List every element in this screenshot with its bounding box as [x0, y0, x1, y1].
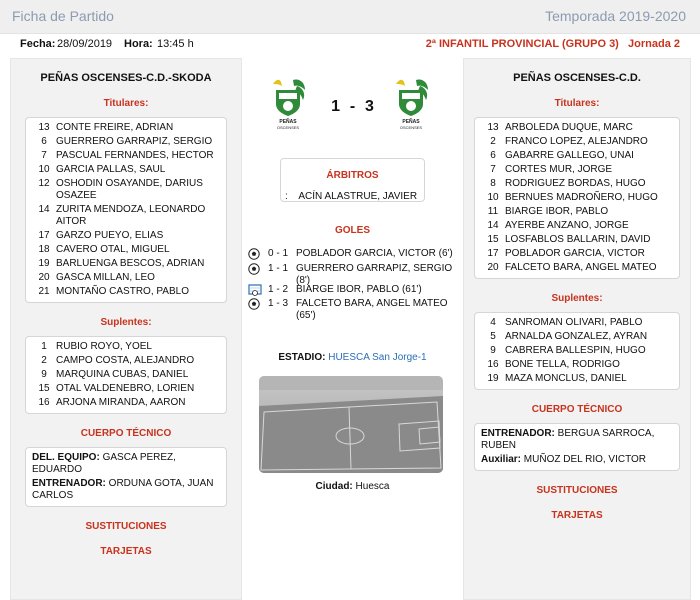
- player-row: [32, 149, 220, 163]
- player-row: [32, 285, 220, 299]
- page-title: Ficha de Partido: [12, 8, 114, 24]
- player-name: CONTE FREIRE, ADRIAN: [56, 122, 174, 133]
- away-subs-list: [474, 312, 680, 390]
- player-row: [481, 358, 673, 372]
- time-label: Hora:: [124, 38, 153, 50]
- player-number: 2: [490, 136, 496, 147]
- home-team-panel: [10, 58, 242, 600]
- player-row: [481, 261, 673, 275]
- player-number: 15: [38, 383, 50, 394]
- player-name: FRANCO LOPEZ, ALEJANDRO: [505, 136, 648, 147]
- player-row: [32, 121, 220, 135]
- round-label: Jornada 2: [628, 38, 680, 50]
- player-number: 16: [38, 397, 50, 408]
- away-substitutions-title: SUSTITUCIONES: [536, 485, 618, 496]
- city-name: Huesca: [355, 481, 390, 492]
- player-number: 12: [38, 178, 50, 189]
- player-row: [481, 205, 673, 219]
- player-name: CABRERA BALLESPIN, HUGO: [505, 345, 646, 356]
- player-number: 13: [487, 122, 499, 133]
- goal-scorer: BIARGE IBOR, PABLO (61'): [296, 284, 422, 295]
- match-info-bar: [0, 34, 700, 56]
- player-name: GARZO PUEYO, ELIAS: [56, 230, 164, 241]
- player-row: [481, 247, 673, 261]
- player-row: [32, 229, 220, 243]
- player-number: 9: [41, 369, 47, 380]
- player-name: CAVERO OTAL, MIGUEL: [56, 244, 170, 255]
- player-row: [32, 354, 220, 368]
- city-label: Ciudad:: [315, 481, 353, 492]
- stadium-image: [259, 376, 443, 473]
- ball-icon: [248, 248, 260, 260]
- player-row: [481, 344, 673, 358]
- city-info: [242, 481, 463, 492]
- player-name: ARBOLEDA DUQUE, MARC: [505, 122, 633, 133]
- stadium-label: ESTADIO:: [278, 352, 326, 363]
- goal-scorer: GUERRERO GARRAPIZ, SERGIO (8'): [296, 263, 453, 286]
- staff-name: GASCA PEREZ, EDUARDO: [32, 452, 176, 475]
- player-row: [32, 368, 220, 382]
- player-name: FALCETO BARA, ANGEL MATEO: [505, 262, 657, 273]
- player-number: 15: [487, 234, 499, 245]
- player-number: 9: [490, 345, 496, 356]
- player-row: [32, 163, 220, 177]
- player-row: [481, 219, 673, 233]
- away-subs-title: Suplentes:: [551, 293, 603, 304]
- player-row: [481, 177, 673, 191]
- player-name: GUERRERO GARRAPIZ, SERGIO: [56, 136, 213, 147]
- player-name: CAMPO COSTA, ALEJANDRO: [56, 355, 195, 366]
- match-date: 28/09/2019: [57, 38, 113, 50]
- staff-role: ENTRENADOR:: [32, 478, 106, 489]
- player-number: 20: [487, 262, 499, 273]
- player-number: 10: [487, 192, 499, 203]
- away-team-logo: [390, 76, 432, 134]
- player-row: [32, 340, 220, 354]
- player-row: [32, 271, 220, 285]
- player-name: AYERBE ANZANO, JORGE: [505, 220, 629, 231]
- staff-row: [32, 477, 220, 503]
- player-number: 17: [487, 248, 499, 259]
- player-number: 19: [38, 258, 50, 269]
- staff-name: BERGUA SARROCA, RUBEN: [481, 428, 655, 451]
- ball-icon: [248, 298, 260, 310]
- player-number: 16: [487, 359, 499, 370]
- player-number: 6: [490, 150, 496, 161]
- ball-icon: [248, 263, 260, 275]
- staff-name: MUÑOZ DEL RIO, VICTOR: [523, 454, 647, 465]
- player-number: 7: [490, 164, 496, 175]
- home-staff-list: [25, 447, 227, 507]
- away-staff-title: CUERPO TÉCNICO: [531, 404, 623, 415]
- player-name: BONE TELLA, RODRIGO: [505, 359, 620, 370]
- player-number: 14: [487, 220, 499, 231]
- home-subs-list: [25, 336, 227, 414]
- player-name: ARJONA MIRANDA, AARON: [56, 397, 186, 408]
- staff-row: [32, 451, 220, 477]
- player-number: 6: [41, 136, 47, 147]
- stadium-link[interactable]: HUESCA San Jorge-1: [328, 352, 427, 363]
- goals-title: GOLES: [334, 225, 370, 236]
- player-number: 14: [38, 204, 50, 215]
- staff-role: ENTRENADOR:: [481, 428, 555, 439]
- player-row: [481, 372, 673, 386]
- player-name: ARNALDA GONZALEZ, AYRAN: [505, 331, 648, 342]
- date-label: Fecha:: [20, 38, 56, 50]
- player-name: BIARGE IBOR, PABLO: [505, 206, 609, 217]
- player-name: MAZA MONCLUS, DANIEL: [505, 373, 627, 384]
- player-name: LOSFABLOS BALLARIN, DAVID: [505, 234, 651, 245]
- season-label: Temporada 2019-2020: [545, 8, 686, 24]
- player-row: [32, 396, 220, 410]
- player-number: 5: [490, 331, 496, 342]
- player-name: GABARRE GALLEGO, UNAI: [505, 150, 634, 161]
- away-starters-title: Titulares:: [554, 98, 600, 109]
- player-name: PASCUAL FERNANDES, HECTOR: [56, 150, 214, 161]
- goal-scorer: FALCETO BARA, ANGEL MATEO (65'): [296, 298, 448, 321]
- player-number: 21: [38, 286, 50, 297]
- home-team-name: PEÑAS OSCENSES-C.D.-SKODA: [40, 72, 212, 84]
- home-substitutions-title: SUSTITUCIONES: [85, 521, 167, 532]
- player-name: OTAL VALDENEBRO, LORIEN: [56, 383, 195, 394]
- player-row: [32, 203, 220, 229]
- home-staff-title: CUERPO TÉCNICO: [80, 428, 172, 439]
- player-name: CORTES MUR, JORGE: [505, 164, 613, 175]
- svg-text:OSCENSES: OSCENSES: [399, 125, 423, 130]
- competition-info: [426, 38, 680, 50]
- player-number: 19: [487, 373, 499, 384]
- home-subs-title: Suplentes:: [100, 317, 152, 328]
- goal-score: 1 - 1: [268, 263, 289, 274]
- player-name: MARQUINA CUBAS, DANIEL: [56, 369, 189, 380]
- referees-title: ÁRBITROS: [326, 170, 379, 181]
- home-cards-title: TARJETAS: [100, 546, 152, 557]
- staff-name: ORDUNA GOTA, JUAN CARLOS: [32, 478, 214, 501]
- goal-score: 1 - 2: [268, 284, 289, 295]
- player-name: GASCA MILLAN, LEO: [56, 272, 155, 283]
- away-cards-title: TARJETAS: [551, 510, 603, 521]
- player-number: 2: [41, 355, 47, 366]
- player-number: 11: [487, 206, 499, 217]
- player-number: 17: [38, 230, 50, 241]
- player-name: BERNUES MADROÑERO, HUGO: [505, 192, 658, 203]
- player-number: 1: [41, 341, 47, 352]
- header-bar: [0, 0, 700, 34]
- svg-text:PEÑAS: PEÑAS: [279, 119, 297, 125]
- player-number: 20: [38, 272, 50, 283]
- player-number: 7: [41, 150, 47, 161]
- stadium-info: [242, 352, 463, 363]
- competition-name: 2ª INFANTIL PROVINCIAL (GRUPO 3): [425, 38, 619, 50]
- away-team-name: PEÑAS OSCENSES-C.D.: [513, 72, 641, 84]
- player-name: ZURITA MENDOZA, LEONARDO AITOR: [56, 204, 206, 227]
- staff-row: [481, 453, 673, 467]
- staff-role: Auxiliar:: [481, 454, 522, 465]
- player-row: [32, 257, 220, 271]
- player-row: [481, 330, 673, 344]
- player-name: SANROMAN OLIVARI, PABLO: [505, 317, 643, 328]
- svg-text:PEÑAS: PEÑAS: [402, 119, 420, 125]
- player-number: 13: [38, 122, 50, 133]
- player-number: 8: [490, 178, 496, 189]
- player-name: POBLADOR GARCIA, VICTOR: [505, 248, 645, 259]
- player-row: [481, 135, 673, 149]
- away-score: 3: [364, 98, 374, 115]
- away-starters-list: [474, 117, 680, 279]
- player-name: RODRIGUEZ BORDAS, HUGO: [505, 178, 646, 189]
- goal-score: 1 - 3: [268, 298, 289, 309]
- away-team-panel: [463, 58, 691, 600]
- player-row: [481, 121, 673, 135]
- player-name: GARCIA PALLAS, SAUL: [56, 164, 166, 175]
- player-name: MONTAÑO CASTRO, PABLO: [56, 286, 189, 297]
- player-name: BARLUENGA BESCOS, ADRIAN: [56, 258, 205, 269]
- home-starters-list: [25, 117, 227, 303]
- away-staff-list: [474, 423, 680, 471]
- player-row: [481, 316, 673, 330]
- staff-role: DEL. EQUIPO:: [32, 452, 100, 463]
- player-name: OSHODIN OSAYANDE, DARIUS OSAZEE: [56, 178, 203, 201]
- staff-row: [481, 427, 673, 453]
- player-row: [481, 191, 673, 205]
- player-row: [32, 243, 220, 257]
- home-starters-title: Titulares:: [103, 98, 149, 109]
- player-name: RUBIO ROYO, YOEL: [56, 341, 152, 352]
- referee-name: : ACÍN ALASTRUE, JAVIER: [285, 191, 418, 202]
- own-goal-icon: [248, 284, 260, 296]
- match-time: 13:45 h: [157, 38, 194, 50]
- player-row: [32, 135, 220, 149]
- player-number: 18: [38, 244, 50, 255]
- referees-box: [280, 158, 425, 202]
- player-row: [32, 177, 220, 203]
- svg-text:OSCENSES: OSCENSES: [276, 125, 300, 130]
- match-center: [242, 58, 463, 600]
- player-number: 10: [38, 164, 50, 175]
- player-number: 4: [490, 317, 496, 328]
- home-score: 1: [331, 98, 341, 115]
- goal-scorer: POBLADOR GARCIA, VICTOR (6'): [296, 248, 453, 259]
- player-row: [481, 149, 673, 163]
- player-row: [481, 163, 673, 177]
- score-separator: -: [349, 98, 356, 115]
- player-row: [32, 382, 220, 396]
- player-row: [481, 233, 673, 247]
- goal-score: 0 - 1: [268, 248, 289, 259]
